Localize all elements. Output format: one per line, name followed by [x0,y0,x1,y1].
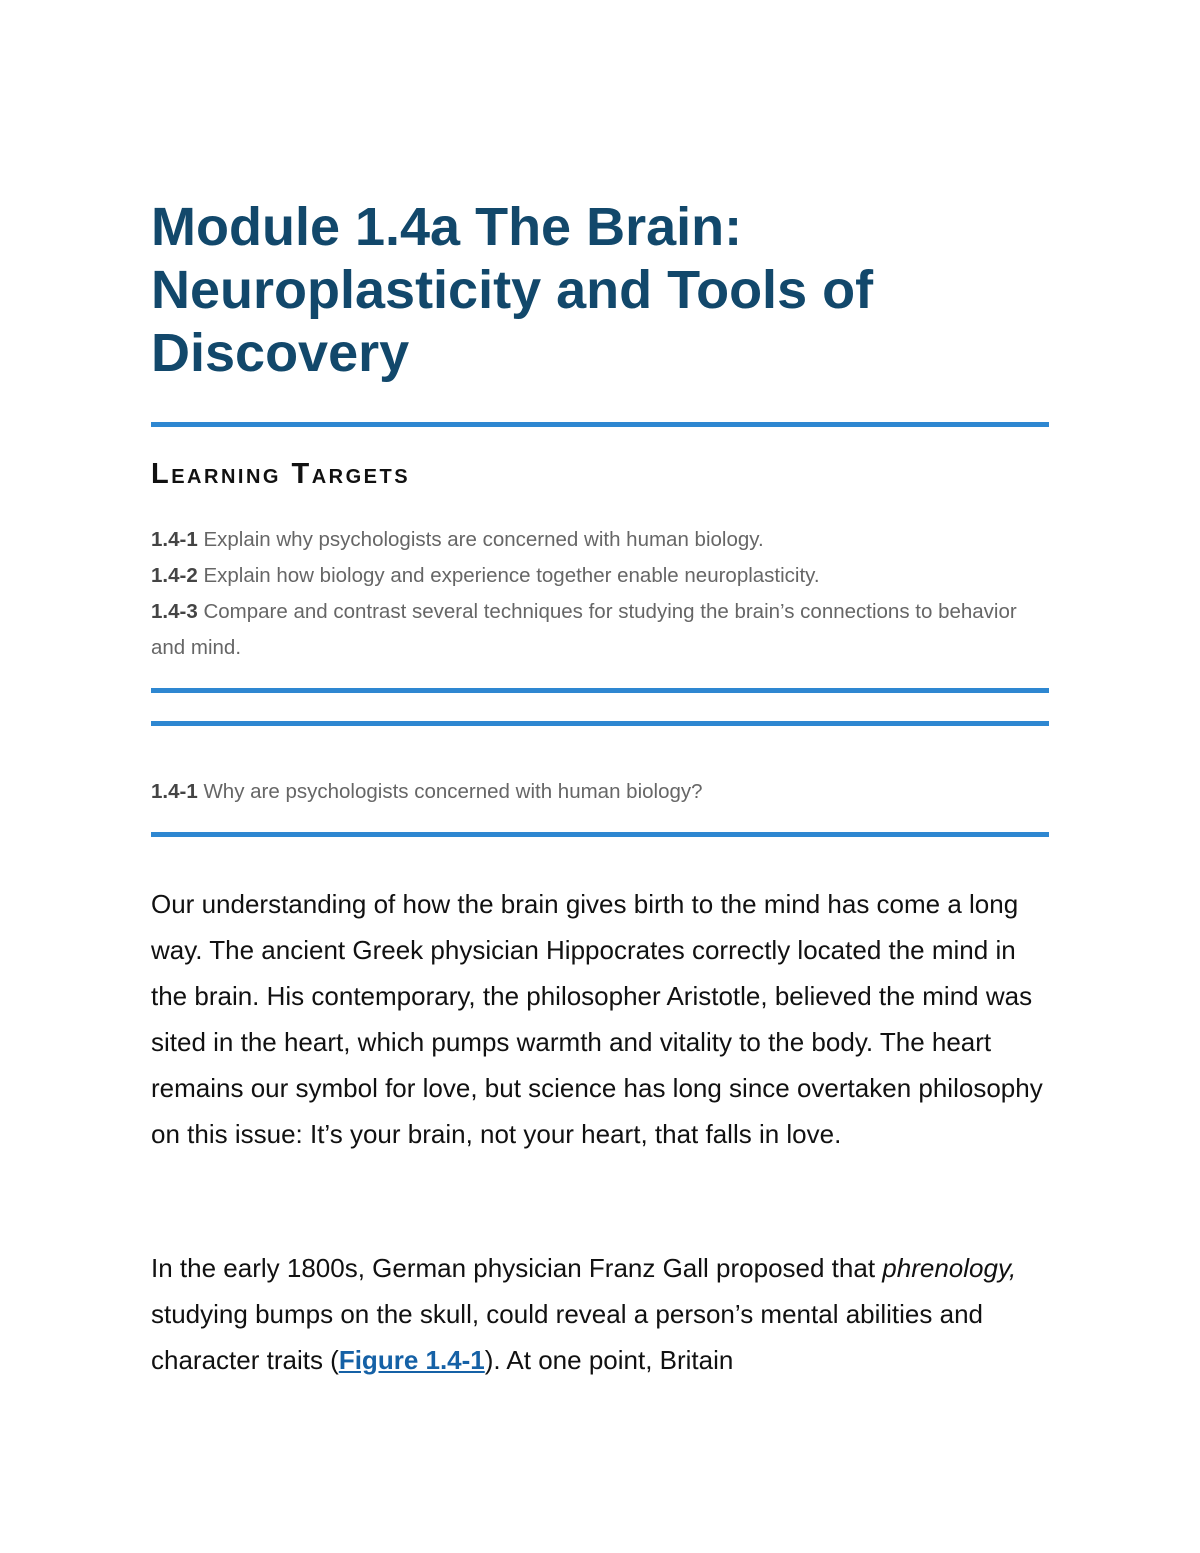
phrenology-term: phrenology, [882,1253,1017,1283]
paragraph-text: ). At one point, Britain [484,1345,734,1375]
divider-rule [151,832,1049,837]
module-title: Module 1.4a The Brain: Neuroplasticity and Tools of Discovery [151,197,874,383]
question-code: 1.4-1 [151,780,198,803]
learning-targets-heading: Learning Targets [151,458,411,490]
learning-target-code: 1.4-2 [151,564,198,587]
divider-rule [151,721,1049,726]
paragraph-text: studying bumps on the skull, could reveal a person’s mental abilities and character traits ( [151,1299,983,1375]
figure-link[interactable]: Figure 1.4-1 [338,1345,485,1375]
learning-target-item [151,594,1049,666]
learning-target-text: Compare and contrast several techniques for studying the brain’s connections to behavior and mind. [151,600,1017,659]
paragraph-text: In the early 1800s, German physician Franz Gall proposed that [151,1253,876,1283]
learning-targets-list [151,522,1049,666]
learning-target-text: Explain why psychologists are concerned with human biology. [203,528,764,551]
learning-target-code: 1.4-3 [151,600,198,623]
learning-target-code: 1.4-1 [151,528,198,551]
divider-rule [151,422,1049,427]
divider-rule [151,688,1049,693]
question-text: Why are psychologists concerned with human biology? [203,780,703,803]
focus-question [151,774,1049,810]
learning-target-item [151,522,1049,558]
learning-target-item [151,558,1049,594]
learning-target-text: Explain how biology and experience together enable neuroplasticity. [203,564,820,587]
body-paragraph-2 [151,1245,1049,1383]
body-paragraph-1: Our understanding of how the brain gives birth to the mind has come a long way. The ancient Greek physician Hippocrates correctly located the mind in the brain. His contemporary, the philosopher Aristotle, believed the mind was sited in the heart, which pumps warmth and vitality to the body. The heart remains our symbol for love, but science has long since overtaken philosophy on this issue: It’s your brain, not your heart, that falls in love. [151,889,1043,1149]
